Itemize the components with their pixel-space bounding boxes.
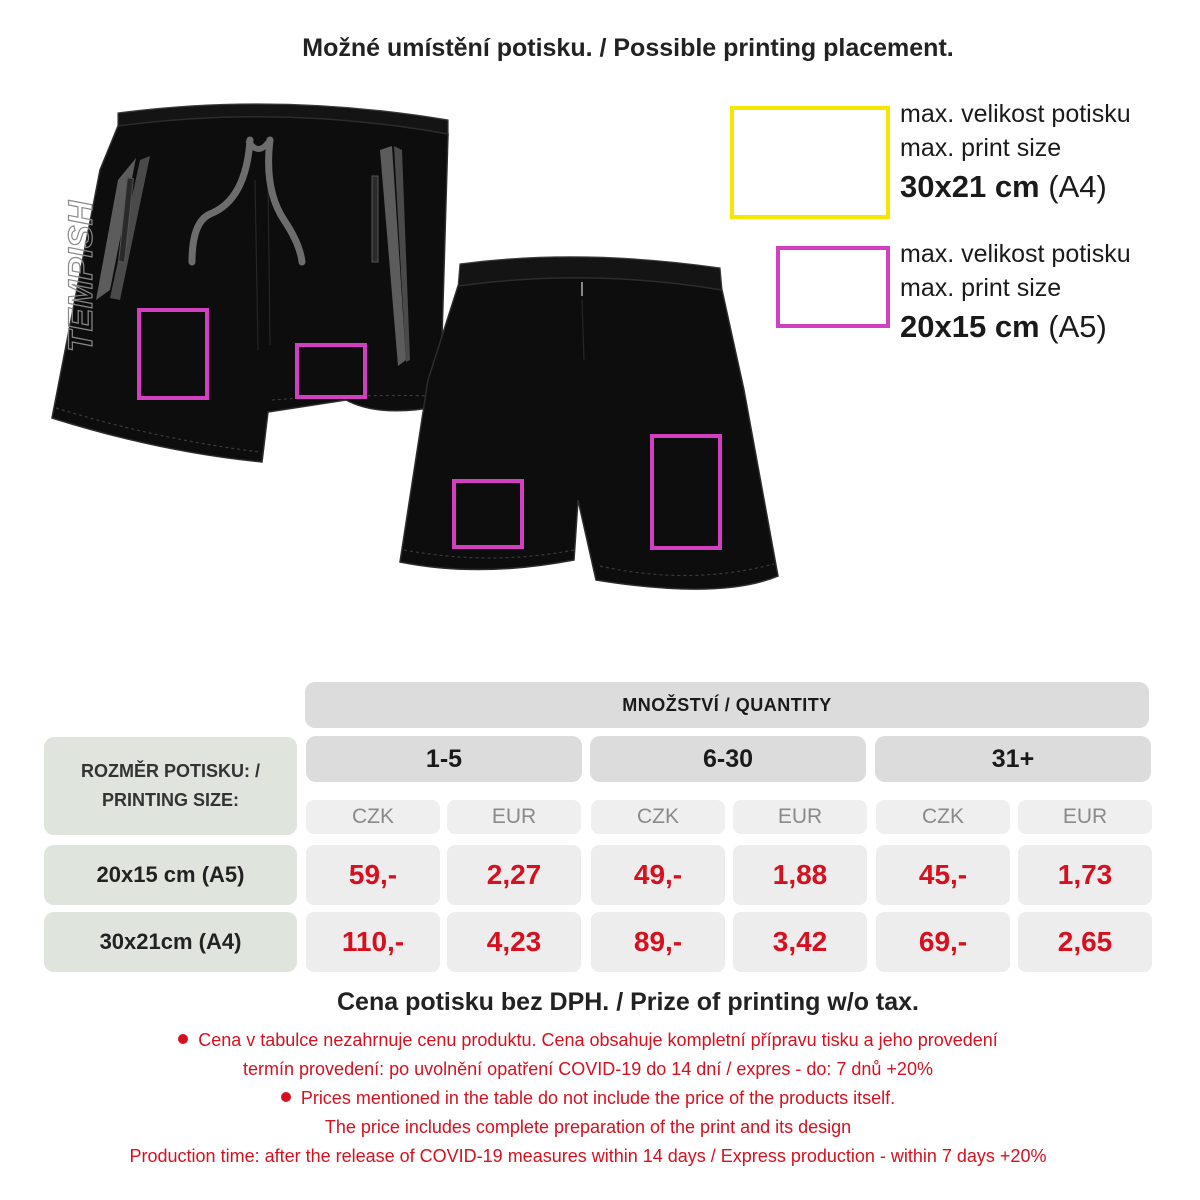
bullet-icon <box>178 1034 188 1044</box>
footer-note-text: Prices mentioned in the table do not include the price of the products itself. <box>300 1088 896 1108</box>
quantity-range-3: 31+ <box>875 736 1151 782</box>
legend-a5-format: (A5) <box>1048 309 1107 344</box>
currency-header: CZK <box>876 800 1010 834</box>
footer-note-4: The price includes complete preparation of the print and its design <box>324 1117 852 1137</box>
price-cell: 49,- <box>591 845 725 905</box>
legend-a4-line1: max. velikost potisku <box>900 100 1131 128</box>
footer-note-2: termín provedení: po uvolnění opatření COVID-19 do 14 dní / expres - do: 7 dnů +20% <box>243 1059 933 1079</box>
legend-a5-line2: max. print size <box>900 274 1062 302</box>
front-shorts <box>52 104 448 462</box>
currency-header: CZK <box>591 800 725 834</box>
printing-size-header <box>44 737 297 835</box>
quantity-range-2: 6-30 <box>590 736 866 782</box>
quantity-header: MNOŽSTVÍ / QUANTITY <box>305 682 1149 728</box>
legend-a4-line2: max. print size <box>900 134 1062 162</box>
legend-a5-size: 20x15 cm <box>900 309 1040 344</box>
price-cell: 4,23 <box>447 912 581 972</box>
currency-header: EUR <box>1018 800 1152 834</box>
price-cell: 59,- <box>306 845 440 905</box>
legend-a4-size-row <box>900 165 1131 209</box>
printing-size-header-line2: PRINTING SIZE: <box>101 790 239 810</box>
price-cell: 3,42 <box>733 912 867 972</box>
price-cell: 89,- <box>591 912 725 972</box>
page-heading: Možné umístění potisku. / Possible printing placement. <box>302 34 954 62</box>
legend-a4 <box>900 97 1131 209</box>
price-cell: 1,73 <box>1018 845 1152 905</box>
bullet-icon <box>281 1092 291 1102</box>
legend-a4-size: 30x21 cm <box>900 169 1040 204</box>
legend-a5-size-row <box>900 305 1131 349</box>
legend-a4-swatch <box>730 106 890 219</box>
price-cell: 69,- <box>876 912 1010 972</box>
price-cell: 2,65 <box>1018 912 1152 972</box>
legend-a5-line1: max. velikost potisku <box>900 240 1131 268</box>
footer-note-1 <box>0 1030 1176 1051</box>
currency-header: EUR <box>447 800 581 834</box>
legend-a4-format: (A4) <box>1048 169 1107 204</box>
price-cell: 110,- <box>306 912 440 972</box>
price-cell: 2,27 <box>447 845 581 905</box>
footer-note-3 <box>0 1088 1176 1109</box>
legend-a5 <box>900 237 1131 349</box>
brand-logo: TEMPISH <box>62 200 100 352</box>
footer-note-text: Cena v tabulce nezahrnuje cenu produktu. Cena obsahuje kompletní přípravu tisku a jeho provedení <box>198 1030 998 1050</box>
price-cell: 1,88 <box>733 845 867 905</box>
size-row-a5: 20x15 cm (A5) <box>44 845 297 905</box>
price-cell: 45,- <box>876 845 1010 905</box>
size-row-a4: 30x21cm (A4) <box>44 912 297 972</box>
currency-header: CZK <box>306 800 440 834</box>
printing-size-header-line1: ROZMĚR POTISKU: / <box>81 761 260 781</box>
footer-title: Cena potisku bez DPH. / Prize of printing w/o tax. <box>336 988 919 1016</box>
legend-a5-swatch <box>776 246 890 328</box>
quantity-range-1: 1-5 <box>306 736 582 782</box>
currency-header: EUR <box>733 800 867 834</box>
footer-note-5: Production time: after the release of COVID-19 measures within 14 days / Express production - within 7 days +20% <box>129 1146 1047 1166</box>
